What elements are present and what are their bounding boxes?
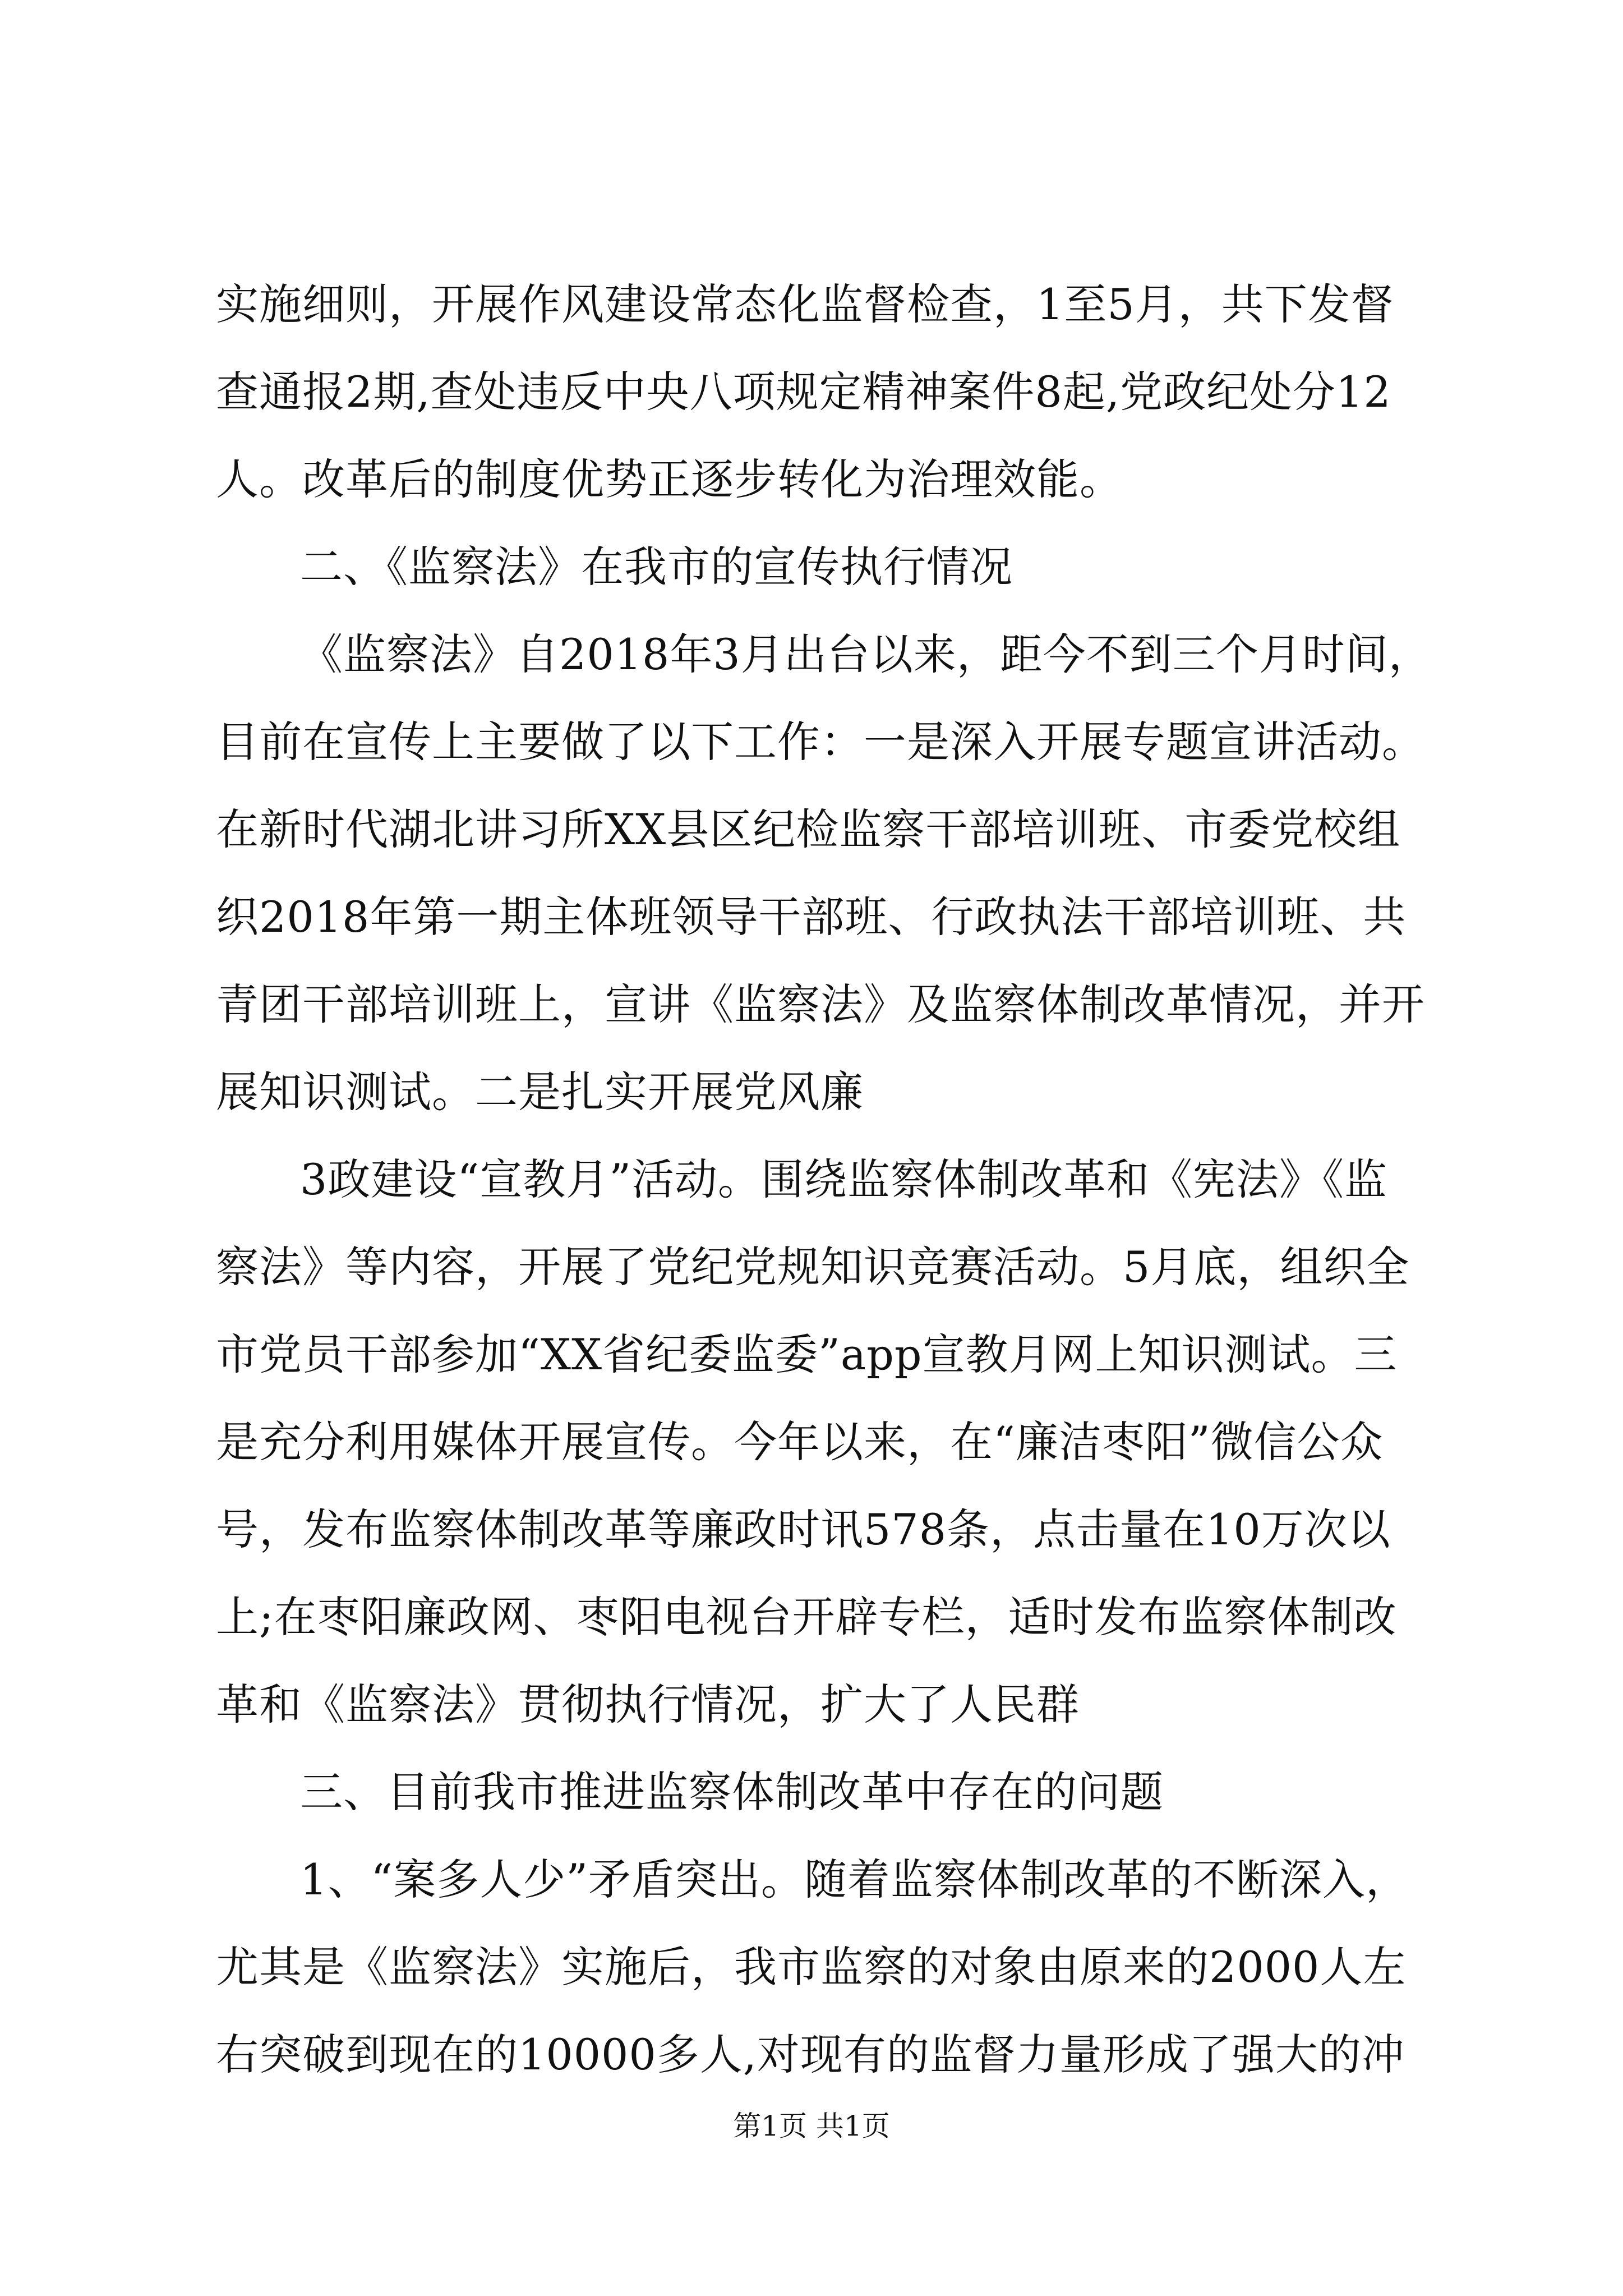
- paragraph-line: 市党员干部参加“XX省纪委监委”app宣教月网上知识测试。三: [216, 1329, 1398, 1379]
- paragraph-line: 展知识测试。二是扎实开展党风廉: [216, 1067, 864, 1117]
- paragraph-line: 目前在宣传上主要做了以下工作：一是深入开展专题宣讲活动。: [216, 717, 1425, 767]
- paragraph-line: 《监察法》自2018年3月出台以来，距今不到三个月时间，: [300, 629, 1432, 679]
- paragraph-line: 3政建设“宣教月”活动。围绕监察体制改革和《宪法》《监: [300, 1154, 1388, 1204]
- paragraph-line: 在新时代湖北讲习所XX县区纪检监察干部培训班、市委党校组: [216, 804, 1401, 854]
- paragraph-line: 上;在枣阳廉政网、枣阳电视台开辟专栏，适时发布监察体制改: [216, 1592, 1397, 1642]
- paragraph-line: 实施细则，开展作风建设常态化监督检查，1至5月，共下发督: [216, 279, 1394, 329]
- paragraph-line: 人。改革后的制度优势正逐步转化为治理效能。: [216, 454, 1123, 504]
- paragraph-line: 革和《监察法》贯彻执行情况，扩大了人民群: [216, 1680, 1080, 1729]
- paragraph-line: 尤其是《监察法》实施后，我市监察的对象由原来的2000人左: [216, 1942, 1407, 1992]
- paragraph-line: 是充分利用媒体开展宣传。今年以来，在“廉洁枣阳”微信公众: [216, 1417, 1384, 1467]
- document-body: [216, 261, 1444, 2099]
- paragraph-line: 青团干部培训班上，宣讲《监察法》及监察体制改革情况，并开: [216, 979, 1425, 1029]
- section-heading: 二、《监察法》在我市的宣传执行情况: [300, 542, 1013, 592]
- paragraph-line: 1、“案多人少”矛盾突出。随着监察体制改革的不断深入，: [300, 1855, 1409, 1904]
- paragraph-line: 查通报2期,查处违反中央八项规定精神案件8起,党政纪处分12: [216, 367, 1391, 417]
- paragraph-line: 号，发布监察体制改革等廉政时讯578条，点击量在10万次以: [216, 1504, 1391, 1554]
- paragraph-line: 察法》等内容，开展了党纪党规知识竞赛活动。5月底，组织全: [216, 1242, 1410, 1292]
- paragraph-line: 织2018年第一期主体班领导干部班、行政执法干部培训班、共: [216, 892, 1407, 942]
- section-heading: 三、目前我市推进监察体制改革中存在的问题: [300, 1767, 1164, 1817]
- paragraph-line: 右突破到现在的10000多人,对现有的监督力量形成了强大的冲: [216, 2030, 1405, 2079]
- page-footer: 第1页 共1页: [733, 2110, 890, 2142]
